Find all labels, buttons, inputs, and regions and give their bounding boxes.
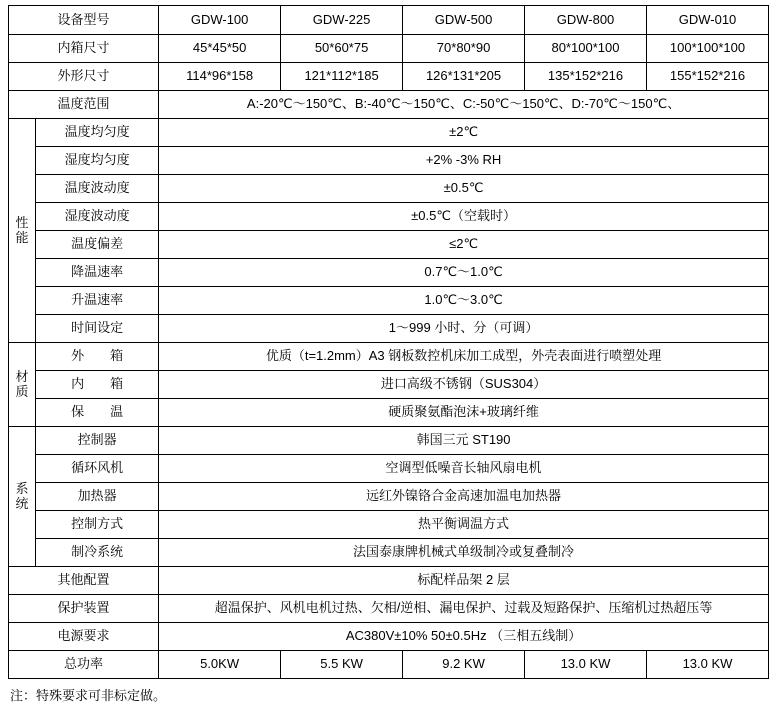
value-temp-deviation: ≤2℃ bbox=[159, 231, 769, 259]
category-system-char-1: 系 bbox=[15, 480, 29, 496]
value-circulation-fan: 空调型低噪音长轴风扇电机 bbox=[159, 455, 769, 483]
table-row-insulation bbox=[9, 399, 769, 427]
table-row-control-method bbox=[9, 511, 769, 539]
model-cell-3: GDW-500 bbox=[403, 6, 525, 35]
table-row-circulation-fan bbox=[9, 455, 769, 483]
value-time-setting: 1～999 小时、分（可调） bbox=[159, 315, 769, 343]
model-cell-4: GDW-800 bbox=[525, 6, 647, 35]
row-label-temp-uniformity: 温度均匀度 bbox=[36, 119, 159, 147]
value-temp-fluctuation: ±0.5℃ bbox=[159, 175, 769, 203]
table-row-humidity-uniformity bbox=[9, 147, 769, 175]
category-performance bbox=[9, 119, 36, 343]
value-humidity-fluctuation: ±0.5℃（空载时） bbox=[159, 203, 769, 231]
row-label-outer-case: 外 箱 bbox=[36, 343, 159, 371]
row-label-humidity-uniformity: 湿度均匀度 bbox=[36, 147, 159, 175]
row-label-inner-size: 内箱尺寸 bbox=[9, 35, 159, 63]
total-power-cell-4: 13.0 KW bbox=[525, 651, 647, 679]
category-system bbox=[9, 427, 36, 567]
row-label-refrigeration-system: 制冷系统 bbox=[36, 539, 159, 567]
table-row-inner-size bbox=[9, 35, 769, 63]
outer-size-cell-2: 121*112*185 bbox=[281, 63, 403, 91]
table-row-time-setting bbox=[9, 315, 769, 343]
category-material-char-2: 质 bbox=[15, 383, 29, 399]
table-row-refrigeration-system bbox=[9, 539, 769, 567]
row-label-temp-deviation: 温度偏差 bbox=[36, 231, 159, 259]
value-temp-uniformity: ±2℃ bbox=[159, 119, 769, 147]
table-row-inner-case bbox=[9, 371, 769, 399]
total-power-cell-5: 13.0 KW bbox=[647, 651, 769, 679]
inner-size-cell-4: 80*100*100 bbox=[525, 35, 647, 63]
value-inner-case: 进口高级不锈钢（SUS304） bbox=[159, 371, 769, 399]
value-humidity-uniformity: +2% -3% RH bbox=[159, 147, 769, 175]
model-cell-2: GDW-225 bbox=[281, 6, 403, 35]
value-refrigeration-system: 法国泰康牌机械式单级制冷或复叠制冷 bbox=[159, 539, 769, 567]
category-performance-char-1: 性 bbox=[15, 214, 29, 230]
category-performance-char-2: 能 bbox=[15, 229, 29, 245]
row-label-heating-rate: 升温速率 bbox=[36, 287, 159, 315]
table-row-model-header bbox=[9, 6, 769, 35]
inner-size-cell-5: 100*100*100 bbox=[647, 35, 769, 63]
total-power-cell-3: 9.2 KW bbox=[403, 651, 525, 679]
category-material bbox=[9, 343, 36, 427]
outer-size-cell-5: 155*152*216 bbox=[647, 63, 769, 91]
value-heater: 远红外镍铬合金高速加温电加热器 bbox=[159, 483, 769, 511]
table-row-humidity-fluctuation bbox=[9, 203, 769, 231]
table-row-temp-deviation bbox=[9, 231, 769, 259]
table-row-temp-fluctuation bbox=[9, 175, 769, 203]
inner-size-cell-1: 45*45*50 bbox=[159, 35, 281, 63]
row-label-outer-size: 外形尺寸 bbox=[9, 63, 159, 91]
table-row-heating-rate bbox=[9, 287, 769, 315]
table-row-outer-size bbox=[9, 63, 769, 91]
outer-size-cell-3: 126*131*205 bbox=[403, 63, 525, 91]
model-cell-1: GDW-100 bbox=[159, 6, 281, 35]
value-protection: 超温保护、风机电机过热、欠相/逆相、漏电保护、过载及短路保护、压缩机过热超压等 bbox=[159, 595, 769, 623]
row-label-temp-fluctuation: 温度波动度 bbox=[36, 175, 159, 203]
table-row-temp-range bbox=[9, 91, 769, 119]
row-label-model: 设备型号 bbox=[9, 6, 159, 35]
total-power-cell-2: 5.5 KW bbox=[281, 651, 403, 679]
value-heating-rate: 1.0℃～3.0℃ bbox=[159, 287, 769, 315]
row-label-heater: 加热器 bbox=[36, 483, 159, 511]
value-outer-case: 优质（t=1.2mm）A3 钢板数控机床加工成型，外壳表面进行喷塑处理 bbox=[159, 343, 769, 371]
inner-size-cell-2: 50*60*75 bbox=[281, 35, 403, 63]
row-label-power-supply: 电源要求 bbox=[9, 623, 159, 651]
outer-size-cell-4: 135*152*216 bbox=[525, 63, 647, 91]
category-material-char-1: 材 bbox=[15, 368, 29, 384]
table-row-outer-case bbox=[9, 343, 769, 371]
table-row-heater bbox=[9, 483, 769, 511]
row-label-temp-range: 温度范围 bbox=[9, 91, 159, 119]
table-row-power-supply bbox=[9, 623, 769, 651]
row-label-circulation-fan: 循环风机 bbox=[36, 455, 159, 483]
table-row-other-config bbox=[9, 567, 769, 595]
value-controller: 韩国三元 ST190 bbox=[159, 427, 769, 455]
row-label-humidity-fluctuation: 湿度波动度 bbox=[36, 203, 159, 231]
category-system-char-2: 统 bbox=[15, 495, 29, 511]
row-label-controller: 控制器 bbox=[36, 427, 159, 455]
footnote: 注：特殊要求可非标定做。 bbox=[10, 688, 167, 703]
value-cooling-rate: 0.7℃～1.0℃ bbox=[159, 259, 769, 287]
row-label-control-method: 控制方式 bbox=[36, 511, 159, 539]
row-label-protection: 保护装置 bbox=[9, 595, 159, 623]
row-label-inner-case: 内 箱 bbox=[36, 371, 159, 399]
row-label-other-config: 其他配置 bbox=[9, 567, 159, 595]
temp-range-value: A:-20℃～150℃、B:-40℃～150℃、C:-50℃～150℃、D:-70℃～150℃、 bbox=[159, 91, 769, 119]
table-row-total-power bbox=[9, 651, 769, 679]
table-row-temp-uniformity bbox=[9, 119, 769, 147]
value-power-supply: AC380V±10% 50±0.5Hz （三相五线制） bbox=[159, 623, 769, 651]
outer-size-cell-1: 114*96*158 bbox=[159, 63, 281, 91]
inner-size-cell-3: 70*80*90 bbox=[403, 35, 525, 63]
row-label-total-power: 总功率 bbox=[9, 651, 159, 679]
value-insulation: 硬质聚氨酯泡沫+玻璃纤维 bbox=[159, 399, 769, 427]
total-power-cell-1: 5.0KW bbox=[159, 651, 281, 679]
value-other-config: 标配样品架 2 层 bbox=[159, 567, 769, 595]
row-label-insulation: 保 温 bbox=[36, 399, 159, 427]
row-label-time-setting: 时间设定 bbox=[36, 315, 159, 343]
specification-table bbox=[8, 5, 769, 679]
table-row-controller bbox=[9, 427, 769, 455]
value-control-method: 热平衡调温方式 bbox=[159, 511, 769, 539]
table-row-cooling-rate bbox=[9, 259, 769, 287]
model-cell-5: GDW-010 bbox=[647, 6, 769, 35]
row-label-cooling-rate: 降温速率 bbox=[36, 259, 159, 287]
table-row-protection bbox=[9, 595, 769, 623]
